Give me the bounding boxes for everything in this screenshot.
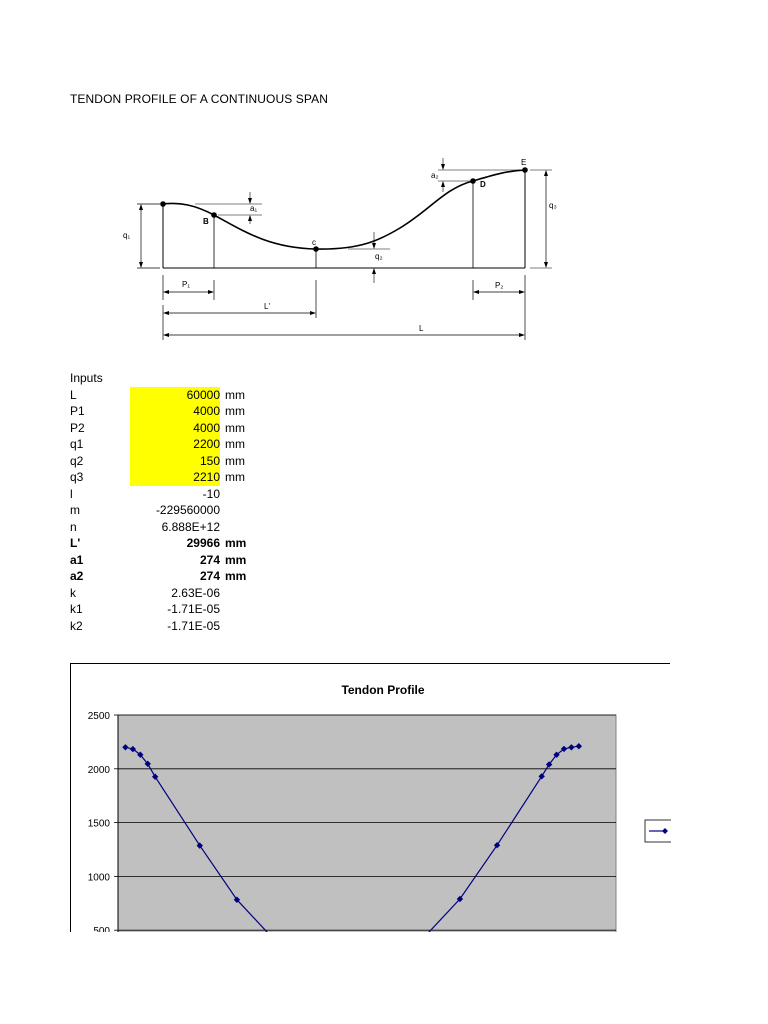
diagram-label-l: L xyxy=(419,324,424,333)
input-value: 2.63E-06 xyxy=(171,585,220,600)
input-value[interactable]: 4000 xyxy=(130,403,220,420)
diagram-label-p2: P₂ xyxy=(495,281,504,290)
chart-title: Tendon Profile xyxy=(341,683,425,697)
tendon-profile-chart xyxy=(71,664,671,944)
input-label: l xyxy=(70,486,73,501)
input-unit: mm xyxy=(225,437,245,451)
input-label: a2 xyxy=(70,569,84,583)
chart-ytick-label: 1500 xyxy=(87,818,110,830)
tendon-profile-diagram xyxy=(0,0,768,360)
chart-ytick-label: 2000 xyxy=(87,764,110,776)
input-value: 274 xyxy=(199,552,220,567)
inputs-heading: Inputs xyxy=(70,371,103,385)
input-label: m xyxy=(70,503,80,517)
input-label: q1 xyxy=(70,437,84,451)
input-unit: mm xyxy=(225,387,245,402)
input-value: 29966 xyxy=(186,536,220,550)
input-label: a1 xyxy=(70,552,84,567)
input-value: -1.71E-05 xyxy=(167,618,220,633)
input-label: k xyxy=(70,585,76,600)
input-unit: mm xyxy=(225,404,245,418)
input-unit: mm xyxy=(225,420,245,435)
diagram-label-q2: q₂ xyxy=(375,252,383,261)
diagram-label-p1: P₁ xyxy=(182,280,191,289)
input-label: L xyxy=(70,387,77,402)
input-unit: mm xyxy=(225,552,247,567)
page-title: TENDON PROFILE OF A CONTINUOUS SPAN xyxy=(70,92,328,106)
diagram-label-d: D xyxy=(480,180,486,189)
input-value[interactable]: 60000 xyxy=(130,387,220,404)
input-unit: mm xyxy=(225,453,245,468)
input-label: L' xyxy=(70,536,81,550)
input-value: 6.888E+12 xyxy=(161,519,220,534)
diagram-point-e xyxy=(522,167,528,173)
input-value: -10 xyxy=(202,486,220,501)
input-label: q2 xyxy=(70,453,84,468)
chart-ytick-label: 2500 xyxy=(87,711,110,722)
diagram-label-q1: q₁ xyxy=(123,231,131,240)
input-label: P2 xyxy=(70,420,85,435)
diagram-label-lprime: L' xyxy=(264,302,270,311)
input-unit: mm xyxy=(225,470,245,484)
input-value: -229560000 xyxy=(155,503,220,517)
chart-ytick-label: 1000 xyxy=(87,872,110,884)
input-value[interactable]: 2210 xyxy=(130,469,220,486)
input-value[interactable]: 2200 xyxy=(130,436,220,453)
input-unit: mm xyxy=(225,536,247,550)
input-label: P1 xyxy=(70,404,85,418)
input-label: k2 xyxy=(70,618,83,633)
diagram-label-e: E xyxy=(521,158,527,167)
input-label: n xyxy=(70,519,77,534)
diagram-label-b: B xyxy=(203,217,209,226)
input-value: -1.71E-05 xyxy=(167,602,220,616)
input-value[interactable]: 4000 xyxy=(130,420,220,437)
input-label: k1 xyxy=(70,602,83,616)
input-label: q3 xyxy=(70,470,84,484)
chart-area xyxy=(70,663,670,943)
diagram-label-a2: a₂ xyxy=(431,171,439,180)
diagram-label-a1: a₁ xyxy=(250,204,258,213)
diagram-label-q3: q₃ xyxy=(549,201,557,210)
diagram-point-a xyxy=(160,201,166,207)
chart-plot-area xyxy=(118,715,616,944)
input-value[interactable]: 150 xyxy=(130,453,220,470)
input-value: 274 xyxy=(199,569,220,583)
diagram-label-c: c xyxy=(312,238,316,247)
input-unit: mm xyxy=(225,569,247,583)
